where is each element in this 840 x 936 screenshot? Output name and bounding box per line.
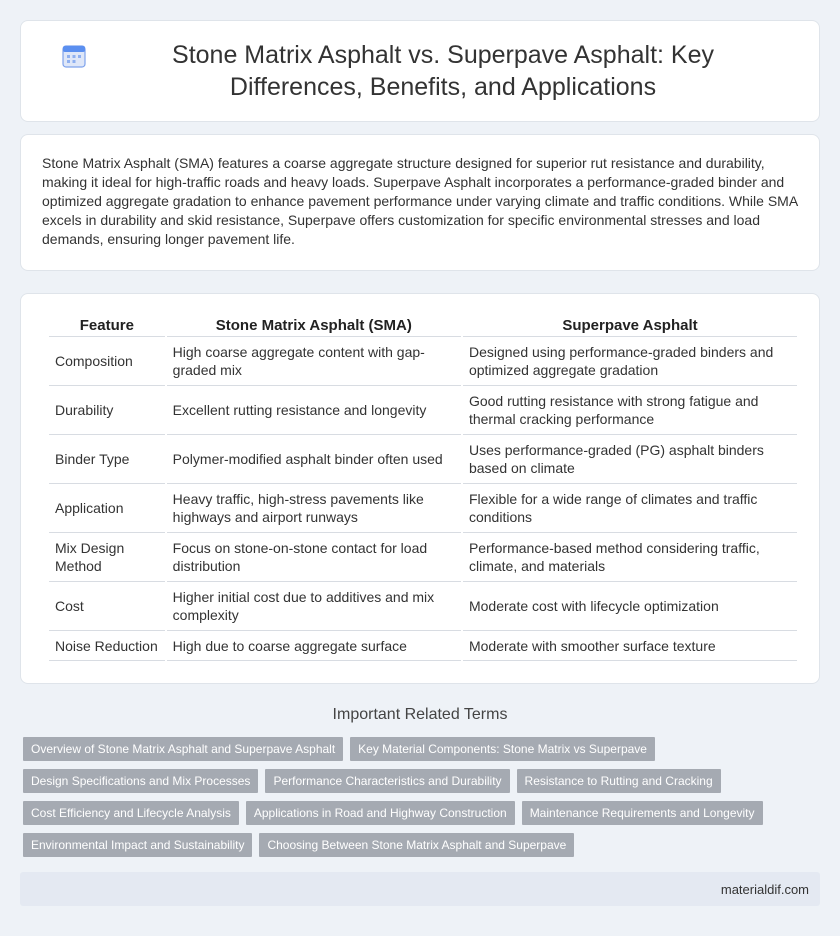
table-row — [49, 582, 797, 631]
title-wrap — [61, 39, 779, 103]
table-row — [49, 533, 797, 582]
superpave-cell: Flexible for a wide range of climates and traffic conditions — [463, 484, 797, 533]
header-sma: Stone Matrix Asphalt (SMA) — [167, 312, 461, 337]
table-row — [49, 337, 797, 386]
related-terms-tags — [23, 737, 813, 857]
feature-cell: Composition — [49, 337, 165, 386]
sma-cell: High due to coarse aggregate surface — [167, 631, 461, 661]
sma-cell: Higher initial cost due to additives and mix complexity — [167, 582, 461, 631]
table-row — [49, 386, 797, 435]
superpave-cell: Designed using performance-graded binders and optimized aggregate gradation — [463, 337, 797, 386]
table-row — [49, 484, 797, 533]
page-title: Stone Matrix Asphalt vs. Superpave Asphalt: Key Differences, Benefits, and Applications — [172, 41, 714, 101]
sma-cell: Polymer-modified asphalt binder often used — [167, 435, 461, 484]
footer — [20, 872, 820, 906]
superpave-cell: Moderate cost with lifecycle optimization — [463, 582, 797, 631]
related-tag[interactable]: Choosing Between Stone Matrix Asphalt and Superpave — [259, 833, 574, 857]
sma-cell: Excellent rutting resistance and longevity — [167, 386, 461, 435]
related-tag[interactable]: Applications in Road and Highway Construction — [246, 801, 515, 825]
feature-cell: Application — [49, 484, 165, 533]
related-tag[interactable]: Key Material Components: Stone Matrix vs Superpave — [350, 737, 655, 761]
title-card — [20, 20, 820, 122]
summary-text: Stone Matrix Asphalt (SMA) features a coarse aggregate structure designed for superior rut resistance and durability, making it ideal for high-traffic roads and heavy loads. Superpave Asphalt incorporates a performance-graded binder and optimized aggregate gradation to enhance pavement performance under varying climate and traffic conditions. While SMA excels in durability and skid resistance, Superpave offers customization for specific environmental stresses and load demands, ensuring longer pavement life. — [42, 155, 798, 247]
related-tag[interactable]: Resistance to Rutting and Cracking — [517, 769, 721, 793]
related-tag[interactable]: Performance Characteristics and Durability — [265, 769, 509, 793]
footer-site-link[interactable]: materialdif.com — [720, 881, 809, 897]
summary-card — [20, 134, 820, 271]
related-tag[interactable]: Environmental Impact and Sustainability — [23, 833, 252, 857]
feature-cell: Cost — [49, 582, 165, 631]
table-card — [20, 293, 820, 684]
related-terms-title: Important Related Terms — [332, 706, 508, 723]
table-row — [49, 435, 797, 484]
comparison-table — [47, 312, 799, 661]
feature-cell: Noise Reduction — [49, 631, 165, 661]
table-row — [49, 631, 797, 661]
related-tag[interactable]: Overview of Stone Matrix Asphalt and Superpave Asphalt — [23, 737, 343, 761]
feature-cell: Durability — [49, 386, 165, 435]
related-tag[interactable]: Cost Efficiency and Lifecycle Analysis — [23, 801, 239, 825]
superpave-cell: Moderate with smoother surface texture — [463, 631, 797, 661]
related-tag[interactable]: Maintenance Requirements and Longevity — [522, 801, 763, 825]
related-tag[interactable]: Design Specifications and Mix Processes — [23, 769, 258, 793]
table-header-row — [49, 312, 797, 337]
header-superpave: Superpave Asphalt — [463, 312, 797, 337]
calendar-icon — [61, 43, 87, 69]
header-feature: Feature — [49, 312, 165, 337]
feature-cell: Binder Type — [49, 435, 165, 484]
sma-cell: Focus on stone-on-stone contact for load distribution — [167, 533, 461, 582]
superpave-cell: Uses performance-graded (PG) asphalt binders based on climate — [463, 435, 797, 484]
superpave-cell: Good rutting resistance with strong fatigue and thermal cracking performance — [463, 386, 797, 435]
superpave-cell: Performance-based method considering traffic, climate, and materials — [463, 533, 797, 582]
sma-cell: Heavy traffic, high-stress pavements like highways and airport runways — [167, 484, 461, 533]
sma-cell: High coarse aggregate content with gap-graded mix — [167, 337, 461, 386]
feature-cell: Mix Design Method — [49, 533, 165, 582]
